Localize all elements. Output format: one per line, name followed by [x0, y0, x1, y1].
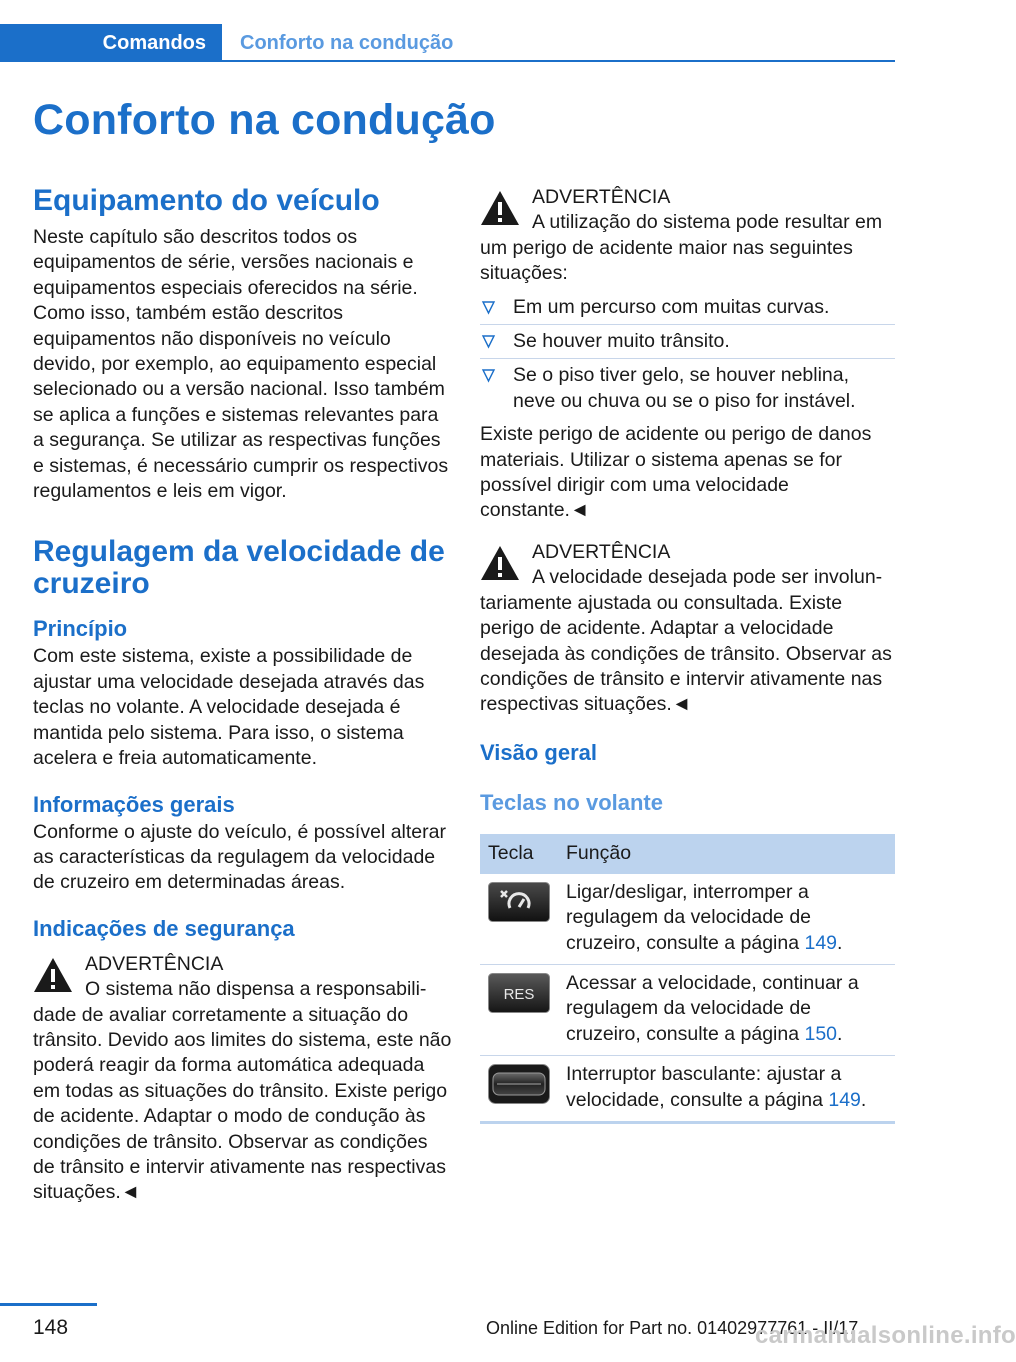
table-row	[480, 874, 895, 965]
visao-geral-heading: Visão geral	[480, 739, 597, 765]
list-item-text: Em um percurso com muitas curvas.	[513, 295, 830, 318]
key-cell	[480, 1056, 558, 1123]
res-key-label: RES	[503, 985, 535, 1003]
list-item	[480, 325, 895, 359]
teclas-heading: Teclas no volante	[480, 789, 663, 815]
watermark: carmanualsonline.info	[755, 1322, 1016, 1349]
page-number: 148	[33, 1316, 69, 1339]
function-cell	[558, 1056, 895, 1123]
warning-triangle-icon	[33, 956, 73, 994]
page-link[interactable]: 149	[828, 1088, 861, 1111]
list-item	[480, 359, 895, 418]
header-rule	[222, 60, 895, 62]
function-text: Acessar a velocidade, continuar a regulagem da velocidade de cruzeiro, consulte a página	[566, 971, 859, 1045]
function-end: .	[837, 1022, 843, 1045]
page-link[interactable]: 149	[804, 931, 838, 954]
triangle-bullet-icon	[482, 301, 495, 314]
equipamento-text: Neste capítulo são descritos todos os equipamentos de série, versões nacionais e equipamentos especiais oferecidos na série. Como isso, também estão descritos equipamentos não disponíveis no veículo devido, por exemplo, ao equipamento especial selecionado ou a versão nacional. Isso também se aplica a funções e sistemas relevantes para a segurança. Se utilizar as respectivas funções e sistemas, é necessário cumprir os respectivos regulamentos e leis em vigor.	[33, 226, 449, 503]
running-header	[0, 0, 895, 62]
principio-text: Com este sistema, existe a possibilidade de ajustar uma velocidade desejada através das teclas no volante. A velocidade desejada é mantida pelo sistema. Para isso, o sistema acelera e freia automaticamente.	[33, 645, 425, 770]
warning-situation-list	[480, 291, 895, 419]
col-key-header: Tecla	[480, 834, 558, 874]
cruise-on-off-icon	[488, 882, 550, 922]
informacoes-text: Conforme o ajuste do veículo, é possível alterar as características da regulagem da velocidade de cruzeiro em determinadas áreas.	[33, 820, 446, 894]
warning-triangle-icon	[480, 544, 520, 582]
warning-block-curves	[480, 185, 895, 524]
table-row	[480, 1056, 895, 1123]
table-row	[480, 964, 895, 1055]
function-text: Interruptor basculante: ajustar a velocidade, consulte a página	[566, 1063, 842, 1111]
function-cell	[558, 874, 895, 965]
warning-triangle-icon	[480, 189, 520, 227]
right-column	[480, 180, 895, 1124]
warning-block-speed	[480, 540, 895, 718]
warning-first-line: A utilização do sistema pode resultar em	[532, 211, 883, 234]
col-function-header: Função	[558, 834, 895, 874]
warning-text: um perigo de acidente maior nas seguintes situações:	[480, 236, 853, 285]
list-item-text: Se o piso tiver gelo, se houver neblina, neve ou chuva ou se o piso for instável.	[513, 364, 856, 412]
warning-text: tariamente ajustada ou consultada. Existe perigo de acidente. Adaptar a velocidade desejada às condições de trânsito. Observar as condições de trânsito e intervir ativamente nas respectivas situações.◄	[480, 591, 892, 716]
function-end: .	[860, 1088, 867, 1111]
equipamento-heading: Equipamento do veículo	[33, 184, 380, 217]
keys-table	[480, 834, 895, 1124]
header-subsection-tab: Conforto na condução	[240, 32, 454, 54]
warning-block-system	[33, 952, 453, 1206]
res-key-icon	[488, 973, 550, 1013]
warning-label: ADVERTÊNCIA	[532, 186, 671, 208]
list-item	[480, 291, 895, 325]
warning-label: ADVERTÊNCIA	[85, 952, 224, 975]
warning-first-line: A velocidade desejada pode ser involun-	[532, 566, 883, 589]
header-section-tab: Comandos	[0, 24, 222, 62]
triangle-bullet-icon	[482, 369, 495, 382]
principio-heading: Princípio	[33, 616, 128, 642]
function-text: Ligar/desligar, interromper a regulagem da velocidade de cruzeiro, consulte a página	[566, 880, 812, 954]
warning-label: ADVERTÊNCIA	[532, 540, 671, 563]
warning-text: dade de avaliar corretamente a situação do trânsito. Devido aos limites do sistema, este não poderá reagir da forma automática adequada em todas as situações do trânsito. Existe perigo de acidente. Adaptar o modo de condução às condições de trânsito. Observar as condições de trânsito e intervir ativamente nas respectivas situações.◄	[33, 1003, 452, 1204]
indicacoes-heading: Indicações de segurança	[33, 915, 295, 941]
function-end: .	[837, 931, 843, 954]
left-column	[33, 180, 453, 1206]
rocker-switch-icon	[488, 1064, 550, 1104]
list-item-text: Se houver muito trânsito.	[513, 330, 730, 353]
warning-first-line: O sistema não dispensa a responsabili-	[85, 978, 427, 1001]
table-header-row	[480, 834, 895, 874]
informacoes-heading: Informações gerais	[33, 791, 235, 817]
function-cell	[558, 964, 895, 1055]
key-cell	[480, 964, 558, 1055]
footer-rule	[0, 1303, 97, 1306]
edition-note: Online Edition for Part no. 01402977761 - II/17	[486, 1318, 859, 1338]
regulagem-heading: Regulagem da velocidade de cruzeiro	[33, 535, 445, 601]
triangle-bullet-icon	[482, 335, 495, 348]
key-cell	[480, 874, 558, 965]
page-title: Conforto na condução	[33, 96, 496, 144]
page-link[interactable]: 150	[804, 1022, 838, 1045]
warning-after-text: Existe perigo de acidente ou perigo de danos materiais. Utilizar o sistema apenas se for possível dirigir com uma velocidade constante.◄	[480, 423, 872, 522]
